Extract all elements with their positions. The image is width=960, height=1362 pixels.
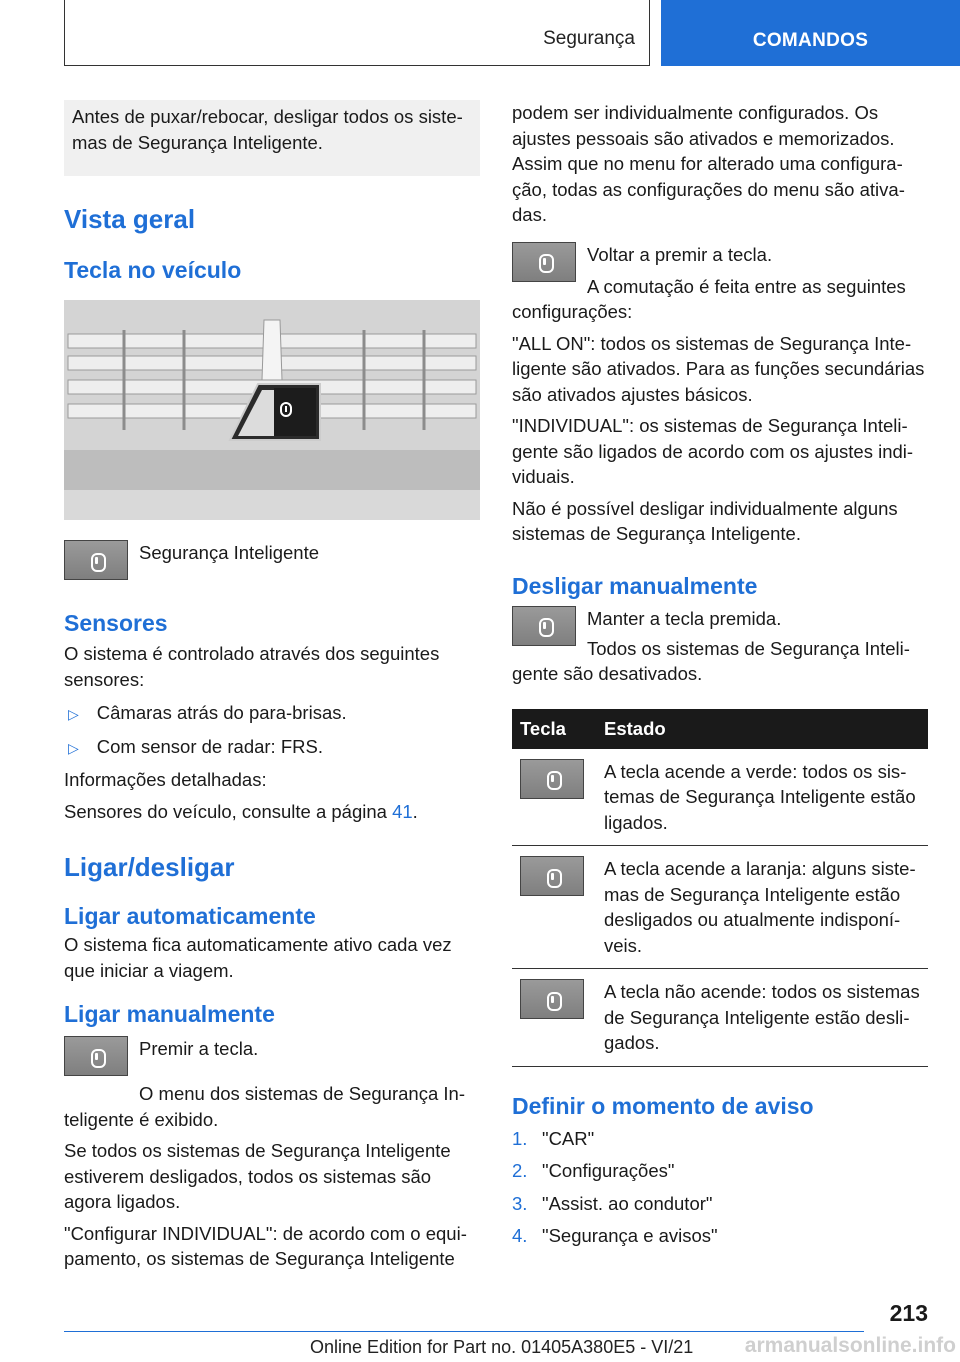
note-text: Antes de puxar/rebocar, desligar todos os sistemas de Segurança Inteligente.	[72, 106, 463, 153]
heading-vista-geral: Vista geral	[64, 204, 196, 234]
all-on-text: "ALL ON": todos os sistemas de Segurança Inteligente são ativados. Para as funções secundárias são ativados ajustes básicos.	[512, 332, 925, 405]
table-header-estado: Estado	[596, 709, 928, 749]
header-chapter-tab: COMANDOS	[661, 0, 960, 66]
triangle-bullet-icon: ▷	[68, 739, 79, 756]
left-column	[64, 100, 480, 1272]
page-number: 213	[889, 1300, 928, 1326]
sensores-list	[64, 700, 480, 761]
footer-divider	[64, 1331, 864, 1332]
intelligent-safety-key-icon	[512, 242, 576, 282]
sensores-reference: Sensores do veículo, consulte a página 41.	[64, 800, 418, 822]
desligar-step-text: Manter a tecla premida.	[587, 607, 782, 629]
table-row	[512, 749, 928, 846]
heading-ligar-desligar: Ligar/desligar	[64, 852, 235, 882]
ligar-auto-text: O sistema fica automaticamente ativo cada vez que iniciar a viagem.	[64, 934, 452, 981]
manual-step	[64, 1036, 480, 1076]
list-item: 3. "Assist. ao condutor"	[512, 1192, 713, 1214]
key-legend-text: Segurança Inteligente	[139, 542, 319, 563]
table-cell-state: A tecla não acende: todos os sistemas de Segurança Inteligente estão desligados.	[596, 969, 928, 1067]
list-item: ▷ Com sensor de radar: FRS.	[64, 734, 480, 762]
manual-step-result: O menu dos sistemas de Segurança Inteligente é exibido.	[64, 1083, 465, 1130]
page-link-41[interactable]: 41	[392, 800, 413, 822]
triangle-bullet-icon: ▷	[68, 706, 79, 722]
sensores-intro: O sistema é controlado através dos seguintes sensores:	[64, 643, 440, 690]
intelligent-safety-key-icon	[64, 1036, 128, 1076]
intelligent-safety-key-icon	[520, 759, 584, 799]
heading-sensores: Sensores	[64, 610, 168, 636]
watermark: armanualsonline.info	[744, 1334, 956, 1357]
desligar-step-result: Todos os sistemas de Segurança Inteligente são desativados.	[512, 637, 910, 684]
intelligent-safety-key-icon	[520, 979, 584, 1019]
no-individual-text: Não é possível desligar individualmente alguns sistemas de Segurança Inteligente.	[512, 497, 898, 544]
heading-ligar-auto: Ligar automaticamente	[64, 903, 316, 929]
table-row	[512, 969, 928, 1067]
list-item: 2. "Configurações"	[512, 1160, 675, 1181]
list-item: 1. "CAR"	[512, 1127, 595, 1149]
table-row	[512, 846, 928, 969]
table-header-tecla: Tecla	[512, 709, 596, 749]
list-item: 4. "Segurança e avisos"	[512, 1225, 718, 1246]
table-cell-state: A tecla acende a laranja: alguns sistemas de Segurança Inteligente estão desligados ou atualmente indisponíveis.	[596, 846, 928, 969]
manual-paragraph-1: Se todos os sistemas de Segurança Inteligente estiverem desligados, todos os sistemas são agora ligados.	[64, 1140, 451, 1212]
heading-desligar-manual: Desligar manualmente	[512, 572, 758, 599]
manual-paragraph-2: "Configurar INDIVIDUAL": de acordo com o equipamento, os sistemas de Segurança Inteligente	[64, 1222, 467, 1269]
intelligent-safety-key-icon	[64, 540, 128, 580]
list-item: ▷ Câmaras atrás do para-brisas.	[64, 700, 480, 728]
intelligent-safety-key-icon	[520, 856, 584, 896]
individual-text: "INDIVIDUAL": os sistemas de Segurança Inteligente são ligados de acordo com os ajustes individuais.	[512, 415, 914, 487]
heading-momento-aviso: Definir o momento de aviso	[512, 1092, 814, 1119]
right-paragraph-1: podem ser individualmente configurados. Os ajustes pessoais são ativados e memorizados. Assim que no menu for alterado uma configuração, todas as configurações do menu são ativadas.	[512, 102, 905, 225]
manual-step-text: Premir a tecla.	[139, 1038, 259, 1059]
repeat-step-text: Voltar a premir a tecla.	[587, 243, 773, 265]
table-cell-state: A tecla acende a verde: todos os sistemas de Segurança Inteligente estão ligados.	[596, 749, 928, 846]
repeat-step-result: A comutação é feita entre as seguintes configurações:	[512, 275, 906, 322]
header-section-box	[64, 0, 650, 66]
heading-ligar-manual: Ligar manualmente	[64, 1001, 275, 1027]
vehicle-key-photo	[64, 300, 480, 520]
heading-tecla-veiculo: Tecla no veículo	[64, 257, 242, 283]
key-legend	[64, 540, 480, 580]
key-status-table	[512, 709, 928, 1067]
table-header-row	[512, 709, 928, 749]
right-column	[512, 100, 928, 1256]
warning-note	[64, 100, 480, 176]
intelligent-safety-key-icon	[512, 606, 576, 646]
aviso-steps	[512, 1126, 928, 1249]
info-label: Informações detalhadas:	[64, 769, 267, 790]
header-section-title: Segurança	[543, 28, 635, 49]
edition-text: Online Edition for Part no. 01405A380E5 - VI/21	[310, 1337, 694, 1357]
key-panel-illustration	[64, 300, 480, 520]
